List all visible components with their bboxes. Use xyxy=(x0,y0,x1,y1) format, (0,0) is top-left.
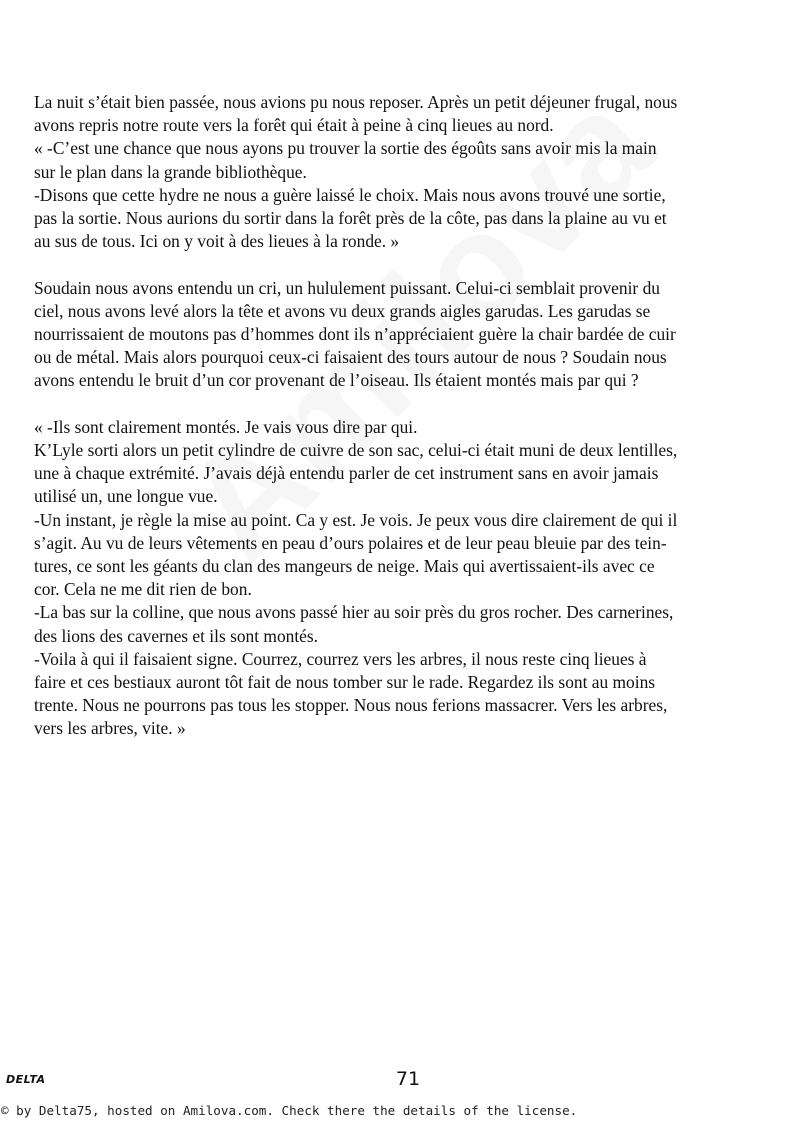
paragraph xyxy=(34,416,774,741)
text-line: avons entendu le bruit d’un cor provenant de l’oiseau. Ils étaient montés mais par qui ? xyxy=(34,370,639,391)
text-line: -Voila à qui il faisaient signe. Courrez, courrez vers les arbres, il nous reste cinq lieues à xyxy=(34,648,647,669)
text-line: faire et ces bestiaux auront tôt fait de nous tomber sur le rade. Regardez ils sont au moins xyxy=(34,672,656,693)
text-line: des lions des cavernes et ils sont montés. xyxy=(34,625,318,646)
text-line: trente. Nous ne pourrons pas tous les stopper. Nous nous ferions massacrer. Vers les arbres, xyxy=(34,695,668,716)
text-line: K’Lyle sorti alors un petit cylindre de cuivre de son sac, celui-ci était muni de deux lentilles, xyxy=(34,440,678,461)
text-line: avons repris notre route vers la forêt qui était à peine à cinq lieues au nord. xyxy=(34,115,554,136)
text-line: sur le plan dans la grande bibliothèque. xyxy=(34,161,307,182)
text-line: ou de métal. Mais alors pourquoi ceux-ci faisaient des tours autour de nous ? Soudain nous xyxy=(34,347,667,368)
body-text xyxy=(34,91,774,741)
text-line: « -C’est une chance que nous ayons pu trouver la sortie des égoûts sans avoir mis la main xyxy=(34,138,657,159)
page-number: 71 xyxy=(395,1068,421,1090)
text-line: ciel, nous avons levé alors la tête et avons vu deux grands aigles garudas. Les garudas se xyxy=(34,300,651,321)
license-notice: © by Delta75, hosted on Amilova.com. Check there the details of the license. xyxy=(1,1103,578,1118)
text-line: Soudain nous avons entendu un cri, un hululement puissant. Celui-ci semblait provenir du xyxy=(34,277,660,298)
text-line: cor. Cela ne me dit rien de bon. xyxy=(34,579,252,600)
text-line: -La bas sur la colline, que nous avons passé hier au soir près du gros rocher. Des carnerines, xyxy=(34,602,674,623)
text-line: -Disons que cette hydre ne nous a guère laissé le choix. Mais nous avons trouvé une sortie, xyxy=(34,184,666,205)
text-line: -Un instant, je règle la mise au point. Ca y est. Je vois. Je peux vous dire clairement de qui il xyxy=(34,509,678,530)
text-line: utilisé un, une longue vue. xyxy=(34,486,218,507)
text-line: vers les arbres, vite. » xyxy=(34,718,186,739)
paragraph-gap xyxy=(34,253,774,276)
text-line: au sus de tous. Ici on y voit à des lieues à la ronde. » xyxy=(34,231,400,252)
text-line: s’agit. Au vu de leurs vêtements en peau d’ours polaires et de leur peau bleuie par des tein- xyxy=(34,532,667,553)
delta-logo: DELTA xyxy=(6,1073,46,1086)
text-line: tures, ce sont les géants du clan des mangeurs de neige. Mais qui avertissaient-ils avec ce xyxy=(34,556,655,577)
text-line: une à chaque extrémité. J’avais déjà entendu parler de cet instrument sans en avoir jamais xyxy=(34,463,659,484)
text-line: pas la sortie. Nous aurions du sortir dans la forêt près de la côte, pas dans la plaine au vu et xyxy=(34,208,667,229)
text-line: nourrissaient de moutons pas d’hommes dont ils n’appréciaient guère la chair bardée de cuir xyxy=(34,324,676,345)
paragraph xyxy=(34,91,774,253)
text-line: « -Ils sont clairement montés. Je vais vous dire par qui. xyxy=(34,416,418,437)
paragraph xyxy=(34,277,774,393)
paragraph-gap xyxy=(34,393,774,416)
text-line: La nuit s’était bien passée, nous avions pu nous reposer. Après un petit déjeuner frugal, nous xyxy=(34,92,678,112)
